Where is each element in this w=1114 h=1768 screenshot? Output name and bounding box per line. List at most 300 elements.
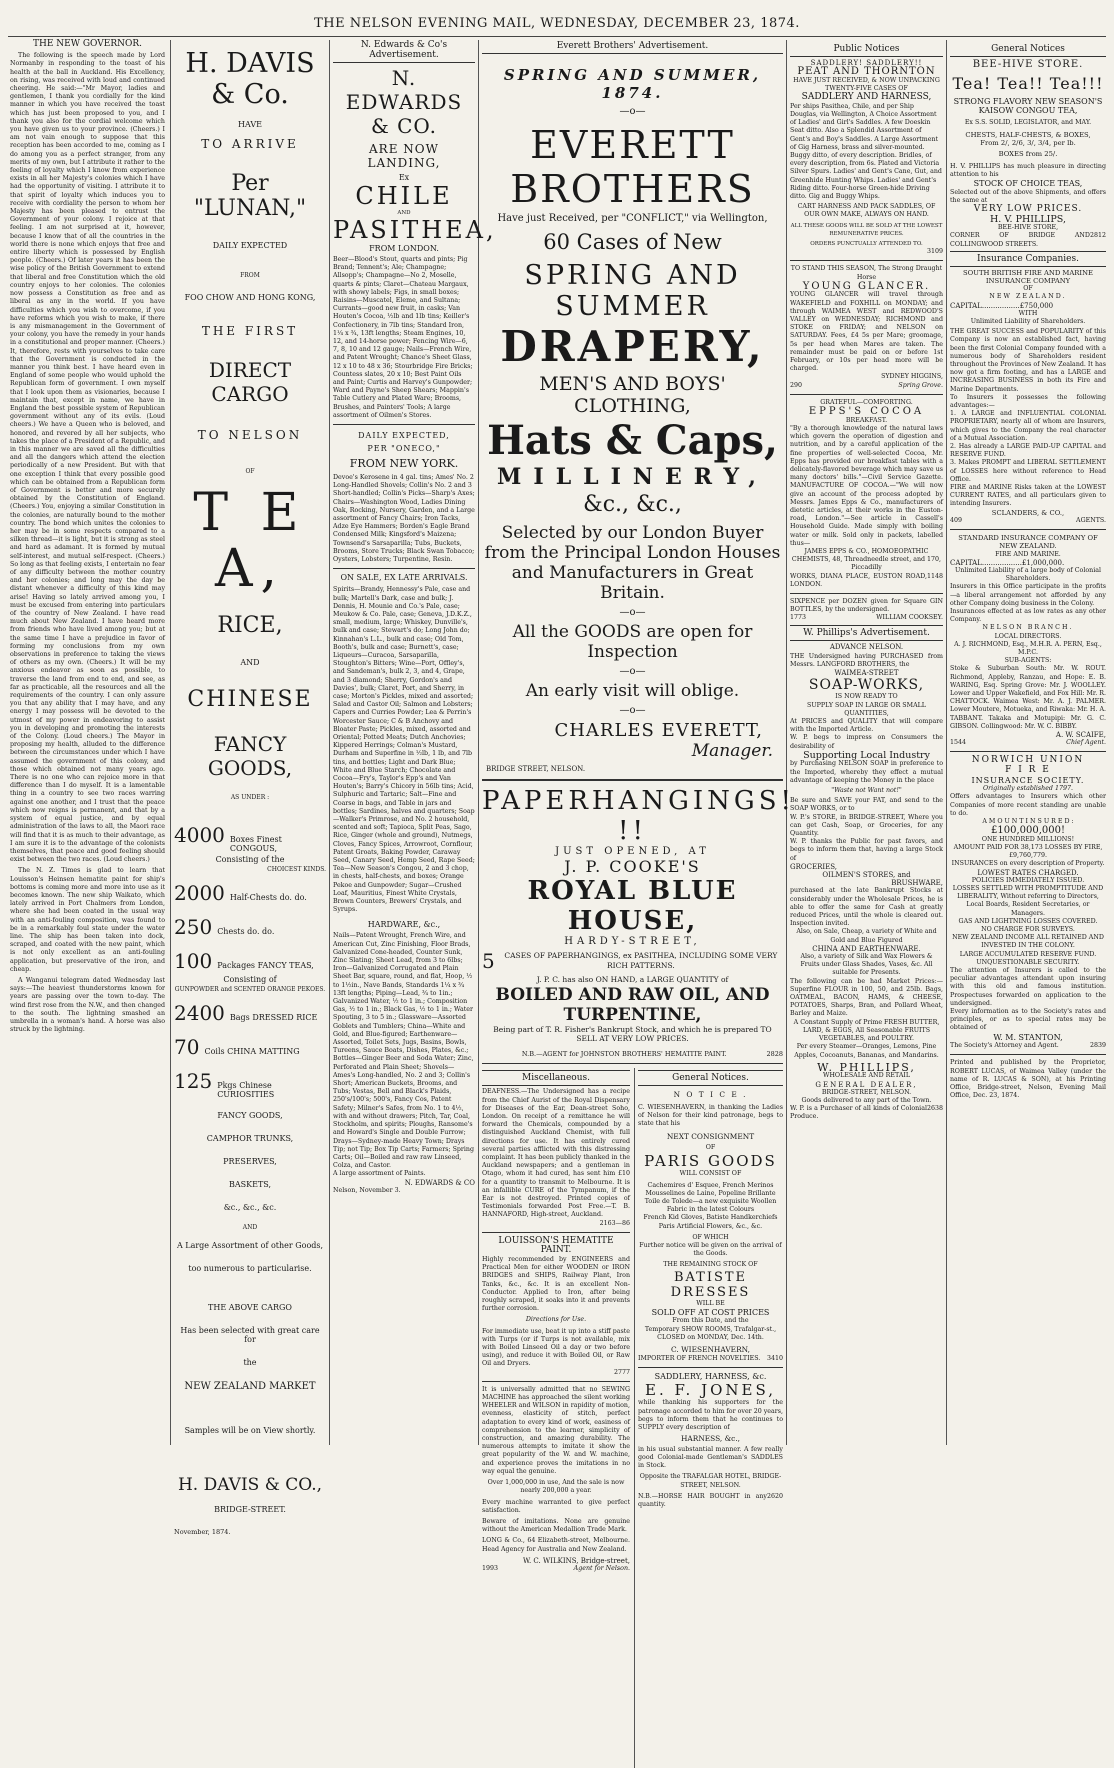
ad-date: November, 1874. (174, 1528, 231, 1536)
ad-number: 2839 (1089, 1042, 1106, 1050)
ad-line: IS NOW READY TO (835, 693, 898, 701)
ad-number: 1148 (926, 572, 943, 580)
ad-item: 2. Has already a LARGE PAID-UP CAPITAL and RESERVE FUND. (950, 443, 1106, 459)
column-everett-advertisement: Everett Brothers' Advertisement. SPRING AND SUMMER, 1874. —o— EVERETT BROTHERS Have just Received, per "CONFLICT," via Wellington, 60 Cases of New SPRING AND SUMMER DRAPERY, MEN'S AND BOYS' CLOTHING, Hats & Caps, MILLINERY, &c., &c., Selected by our London Buyer from the Principal London Houses and Manufacturers in Great Britain. —o— All the GOODS are open for Inspection —o— An early visit will oblige. —o— CHARLES EVERETT, Manager. BRIDGE STREET, NELSON. PAPERHANGINGS! !! JUST OPENED, AT J. P. COOKE'S ROYAL BLUE HOUSE, HARDY-STREET, 5 CASES OF PAPERHANGINGS, ex PASITHEA, INCLUDING SOME VERY RICH PATTERNS. J. P. C. has also ON HAND, a LARGE QUANTITY of BOILED AND RAW OIL, AND TURPENTINE, Being part of T. R. Fisher's Bankrupt Stock, and which he is prepared TO SELL AT VERY LOW PRICES. N.B.—AGENT for JOHNSTON BROTHERS' HEMATITE PAINT. 2828 Miscellaneous. DEAFNESS.—The Undersigned has a recipe from the Chief Aurist of the Royal Dispensary for Diseases of the Ear, Dean-street Soho, London. On receipt of a remittance he will forward the Chemicals, compounded by a distinguished Auckland Chemist, with full directions for use. It has entirely cured several parties afflicted with this distressing complaint. It has been publicly thanked in the Auckland newspapers; and a gentleman in Otago, whom it had cured, has sent him £10 for a quantity to transmit to Melbourne. It is an infallible CURE of the Tympanum, if the Ear is not destroyed. Printed copies of Testimonials forwarded Post Free.—T. B. HANNAFORD, High-street, Auckland. 2163—86 LOUISSON'S HEMATITE PAINT. Highly recommended by ENGINEERS and Practical Men for either WOODEN or IRON BRIDGES and SHIPS, Railway Plant, Iron Tanks, &c., &c. It is an excellent Non-Conductor. Applied to Iron, after being roughly scraped, it soaks into it and prevents further corrosion. Directions for Use. For immediate use, beat it up into a stiff paste with Turps (or if Turps is not available, mix with Boiled Linseed Oil a day or two before using), and reduce it with Boiled Oil, or Raw Oil and Dryers. 2777 It is universally admitted that no SEWING MACHINE has approached the silent working WHEELER and WILSON in rapidity of motion, evenness, elasticity of stitch, perfect adaptation to every kind of work, easiness of comprehension to the learner, simplicity of construction, and amazing durability. The numerous attempts to imitate it show the great popularity of the W. and W. machine, and experience proves the imitations in no way equal the genuine. Over 1,000,000 in use, And the sale is now nearly 200,000 a year. Every machine warranted to give perfect satisfaction. Beware of imitations. None are genuine without the American Medallion Trade Mark. LONG & Co., 64 Elizabeth-street, Melbourne. Head Agency for Australia and New Zealand. W. C. WILKINS, Bridge-street, 1993 Agent for Nelson. General Notices. N O T I C E . C. WIESENHAVERN, in thanking the Ladies of Nelson for their kind patronage, begs to state that his NEXT CONSIGNMENT OF PARIS GOODS WILL CONSIST OF Cachemires d' Esquee, French Merinos Mousselines de Laine, Popeline Brillante Toile de Tolede—a new exquisite Woollen Fabric in the latest Colours French Kid Gloves, Batiste Handkerchiefs Paris Artificial Flowers, &c., &c. OF WHICH Further notice will be given on the arrival of the Goods. THE REMAINING STOCK OF BATISTE DRESSES WILL BE SOLD OFF AT COST PRICES From this Date, and the Temporary SHOW ROOMS, Trafalgar-st., CLOSED on MONDAY, Dec. 14th. C. WIESENHAVERN, IMPORTER OF FRENCH NOVELTIES. 3410 SADDLERY, HARNESS, &c. E. F. JONES, while thanking his supporters for the patronage accorded to him for over 20 years, begs to inform them that he continues to SUPPLY every description of HARNESS, &c., in his usual substantial manner. A few really good Colonial-made Gentleman's SADDLES in Stock. Opposite the TRAFALGAR HOTEL, BRIDGE-STREET, NELSON. N.B.—HORSE HAIR BOUGHT in any quantity. 2620 (482, 40, 783, 1445)
ad-number: 2620 (766, 1492, 783, 1500)
ad-text: Insurers in this Office participate in the profits—a liberal arrangement not afforded by any other Company doing business in the Colony. (950, 583, 1106, 607)
ad-line: OF WHICH (692, 1233, 729, 1241)
stock-item (174, 1035, 326, 1059)
ad-item: 1. A LARGE and INFLUENTIAL COLONIAL PROPRIETARY, nearly all of whom are Insurers, which gives to the Company the real character of a Mutual Association. (950, 410, 1106, 442)
stock-qty: 70 (174, 1035, 200, 1059)
ad-line: SPRING AND SUMMER (524, 260, 741, 322)
ad-item: Mousselines de Laine, Popeline Brillante (645, 1189, 776, 1197)
stock-item (174, 915, 326, 939)
ad-line: Unlimited Liability of Shareholders. (970, 318, 1086, 326)
ad-headline: Tea! Tea!! Tea!!! (952, 73, 1104, 93)
ad-text: THE Undersigned having PURCHASED from Messrs. LANGFORD BROTHERS, the (790, 652, 943, 668)
signer-name: W. PHILLIPS, (817, 1060, 916, 1074)
ad-line: PRESERVES, (223, 1157, 277, 1166)
ad-headline: PAPERHANGINGS! !! (482, 786, 795, 846)
ad-number: 1773 (790, 614, 807, 622)
stock-text: Coils CHINA MATTING (204, 1047, 300, 1056)
ad-text: W. P. begs to impress on Consumers the desirability of (790, 734, 943, 750)
goods-list: Beer—Blood's Stout, quarts and pints; Pig Brand; Tennent's; Ale; Champagne; Allsopp's; Champagne—No 2, Moselle, quarts & pints; Claret—Chateau Margaux, with showy labels; Figs, in small boxes; Raisins—Muscatel, Eleme, and Sultana; Currants—good new fruit, in casks; Van Houten's Cocoa, ½lb and 1lb tins; Keiller's Confectionery, in 7lb tins; Standard Iron, 1¼ x ¾, 13ft lengths; Steam Engines, 10, 12, and 14-horse power; Fencing Wire—6, 7, 8, 10 and 12 gauge; Nails—French Wire, and Patent Wrought; Chance's Sheet Glass, 12 x 10 to 48 x 36; Stourbridge Fire Bricks; Countess slates, 20 x 10; Best Paint Oils and Paint; Curtis and Harvey's Gunpowder; Ward and Payne's Sheep Shears; Mappin's Table Cutlery and Plated Ware; Brooms, Brushes, and Painters' Tools; A large assortment of Oilmen's Stores. (333, 256, 473, 419)
ad-text: W. P.'s STORE, in BRIDGE-STREET, Where you can get Cash, Soap, or Groceries, for any Quantity. (790, 813, 943, 838)
ad-header: Everett Brothers' Advertisement. (482, 40, 783, 54)
ad-line: POLICIES IMMEDIATELY ISSUED. (971, 876, 1085, 884)
ad-number: 3410 (766, 1354, 783, 1362)
ship-name: PASITHEA, (333, 216, 497, 244)
general-notices-column (638, 1068, 783, 1509)
column-rule (329, 40, 330, 1445)
ad-line: CHESTS, HALF-CHESTS, & BOXES, (965, 130, 1091, 139)
ad-line: STOCK OF CHOICE TEAS, (973, 179, 1083, 188)
firm-signature: H. DAVIS & CO., (177, 1475, 323, 1495)
ad-line: Further notice will be given on the arrival of the Goods. (639, 1242, 782, 1258)
ad-line: FANCY GOODS, (217, 1111, 283, 1120)
column-public-notices (790, 40, 943, 1445)
ad-line: J. P. C. has also ON HAND, a LARGE QUANTITY of (536, 975, 729, 984)
section-heading: General Notices (950, 42, 1106, 57)
ad-line: AS UNDER : (230, 794, 270, 801)
ad-line: Over 1,000,000 in use, And the sale is now nearly 200,000 a year. (487, 1479, 625, 1495)
ad-number: 2163—86 (599, 1219, 630, 1227)
ad-line: CAMPHOR TRUNKS, (206, 1134, 294, 1143)
ad-line: CHINA AND EARTHENWARE. (812, 944, 921, 953)
ad-address: BRIDGE STREET, NELSON. (486, 765, 586, 773)
ad-line: the (243, 1358, 257, 1367)
ad-line: WHOLESALE AND RETAIL (822, 1072, 911, 1080)
ad-text: Also, a variety of Silk and Wax Flowers & Fruits under Glass Shades, Vases, &c. All suitable for Presents. (800, 953, 933, 977)
section-heading: Miscellaneous. (482, 1070, 630, 1086)
product-heading: T E A, (193, 483, 307, 599)
ad-line: AND (397, 210, 411, 216)
ad-line: CART HARNESS AND PACK SADDLES, OF OUR OWN MAKE, ALWAYS ON HAND. (797, 203, 936, 219)
ad-text: CASES OF PAPERHANGINGS, ex PASITHEA, INCLUDING SOME VERY RICH PATTERNS. (504, 951, 778, 970)
ad-line: Supporting Local Industry (803, 749, 930, 761)
ad-line: HARNESS, &c., (680, 1434, 741, 1444)
ad-line: THE REMAINING STOCK OF (663, 1261, 758, 1269)
ad-text: SIXPENCE per DOZEN given for Square GIN BOTTLES, by the undersigned. (790, 597, 943, 614)
ad-line: &c., &c., (583, 492, 682, 517)
signer-place: Spring Grove. (898, 381, 943, 389)
ad-line: LONG & Co., 64 Elizabeth-street, Melbourne. Head Agency for Australia and New Zealand. (482, 1537, 630, 1553)
product-heading: MEN'S AND BOYS' CLOTHING, (539, 373, 726, 417)
ad-headline: EPPS'S COCOA (808, 406, 925, 418)
ad-line: ARE NOW LANDING, (367, 142, 441, 170)
stock-qty: 2000 (174, 881, 225, 905)
misc-section (482, 1068, 783, 1768)
ad-text: Insurances effected at as low rates as any other Company. (950, 607, 1106, 624)
section-heading: General Notices. (638, 1070, 783, 1086)
ad-line: UNQUESTIONABLE SECURITY. (976, 958, 1080, 966)
ad-line: TO STAND THIS SEASON, The Strong Draught Horse (790, 265, 943, 281)
masthead: THE NELSON EVENING MAIL, WEDNESDAY, DECEMBER 23, 1874. (314, 16, 800, 31)
ad-line: GENERAL DEALER, (815, 1080, 918, 1089)
ad-text: Offers advantages to Insurers which other Companies of more recent standing are unable to do. (950, 793, 1106, 817)
ad-line: NO CHARGE FOR SURVEYS. (981, 926, 1075, 933)
misc-column (482, 1068, 630, 1573)
ad-item: Paris Artificial Flowers, &c., &c. (658, 1222, 763, 1230)
ad-note: N.B.—HORSE HAIR BOUGHT in any quantity. (638, 1492, 767, 1509)
stock-qty: 4000 (174, 823, 225, 847)
ad-line: VERY LOW PRICES. (973, 204, 1083, 214)
ad-line: ALL THESE GOODS WILL BE SOLD AT THE LOWEST REMUNERATIVE PRICES. (790, 222, 943, 237)
ad-number: 3109 (926, 248, 943, 256)
ad-line: LARGE ACCUMULATED RESERVE FUND. (959, 950, 1097, 958)
firm-name: EVERETT BROTHERS (510, 123, 755, 211)
ad-text: The following can be had Market Prices:—Superfine FLOUR in 100, 50, and 25lb. Bags, OATMEAL, BACON, HAMS, & CHEESE, POTATOES, Sharps, Bran, and Pollard Wheat, Barley and Maize. (790, 977, 943, 1018)
stock-qty: 125 (174, 1069, 213, 1093)
ad-headline: N O T I C E . (673, 1090, 748, 1100)
ad-headline: SADDLERY, HARNESS, &c. (654, 1371, 767, 1381)
ad-line: All the GOODS are open for Inspection (512, 622, 753, 662)
ad-line: GAS AND LIGHTNING LOSSES COVERED. (958, 917, 1098, 925)
article-paragraph: A Wanganui telegram dated Wednesday last says:—The heaviest thunderstorms known for years are passing over the town to-day. The wind first rose from the N.W., and then changed to the south. The lightning smashed an umbrella in a woman's hand. A horse was also struck by the lightning. (10, 976, 165, 1034)
ad-line: Samples will be on View shortly. (184, 1426, 316, 1435)
ad-item: 3. Makes PROMPT and LIBERAL SETTLEMENT of LOSSES here without reference to Head Office. (950, 459, 1106, 483)
ad-line: Every machine warranted to give perfect satisfaction. (482, 1498, 630, 1514)
ad-line: DAILY EXPECTED (212, 241, 288, 250)
ad-headline: F I R E (1005, 764, 1051, 775)
sewing-machine-ad: It is universally admitted that no SEWING MACHINE has approached the silent working WHEELER and WILSON in rapidity of motion, evenness, elasticity of stitch, perfect adaptation to every kind of work, easiness of comprehension to the learner, simplicity of construction, and amazing durability. The numerous attempts to imitate it show the great popularity of the W. and W. machine, and experience proves the imitations in no way equal the genuine. (482, 1385, 630, 1475)
stock-qty: 250 (174, 915, 213, 939)
ad-text: Per every Steamer—Oranges, Lemons, Pine Apples, Cocoanuts, Bananas, and Mandarins. (794, 1043, 939, 1059)
deafness-notice: DEAFNESS.—The Undersigned has a recipe from the Chief Aurist of the Royal Dispensary for Diseases of the Ear, Dean-street Soho, London. On receipt of a remittance he will forward the Chemicals, compounded by a distinguished Auckland Chemist, with full directions for use. It has entirely cured several parties afflicted with this distressing complaint. It has been publicly thanked in the Auckland newspapers; and a gentleman in Otago, whom it had cured, has sent him £10 for a quantity to transmit to Melbourne. It is an infallible CURE of the Tympanum, if the Ear is not destroyed. Printed copies of Testimonials forwarded Post Free.—T. B. HANNAFORD, High-street, Auckland. (482, 1088, 630, 1219)
ad-line: BRIDGE-STREET, NELSON. (821, 1088, 912, 1096)
ad-text: in his usual substantial manner. A few really good Colonial-made Gentleman's SADDLES in Stock. (638, 1445, 783, 1470)
ad-line: WITH (1018, 309, 1038, 317)
ad-line: WILL CONSIST OF (679, 1170, 742, 1178)
stock-text: Pkgs Chinese CURIOSITIES (217, 1081, 275, 1099)
signer-role: Agent for Nelson. (573, 1564, 630, 1572)
ad-line: BRIDGE-STREET. (214, 1505, 286, 1514)
article-paragraph: The N. Z. Times is glad to learn that Louisson's Heinsen hematite paint for ship's bottoms is coming more and more into use as it becomes known. The new ship Waikato, which lately arrived in Port Chalmers from London, where she had been coated in the usual way with an anti-fouling composition, was found to be in a remarkably foul state under the water line. The ship has been taken into dock, scraped, and coated with the new paint, which is not only excellent as an anti-fouling application, but preservative of the iron, and cheap. (10, 867, 165, 973)
signer-role: IMPORTER OF FRENCH NOVELTIES. (638, 1354, 761, 1362)
signer-name: W. M. STANTON, (993, 1032, 1063, 1042)
ad-headline: SPRING AND SUMMER, 1874. (503, 66, 762, 102)
ad-line: FIRE AND MARINE. (995, 550, 1061, 558)
stock-item (174, 1001, 326, 1025)
signer-role: Manager. (691, 741, 773, 761)
ad-line: FROM (240, 272, 260, 279)
section-heading: W. Phillips's Advertisement. (790, 625, 943, 641)
ad-line: Beware of imitations. None are genuine without the American Medallion Trade Mark. (482, 1517, 630, 1534)
ad-item: Fabric in the latest Colours (666, 1206, 755, 1214)
signer-name: SYDNEY HIGGINS, (881, 373, 943, 381)
ad-number: 2638 (926, 1105, 943, 1113)
ad-line: £100,000,000! (991, 825, 1065, 837)
ad-text: purchased at the late Bankrupt Stocks at considerably under the Wholesale Prices, he is able to offer the same for Cash at greatly reduced Prices, until the whole is cleared out. Inspection invited. (790, 887, 943, 928)
ad-line: OILMEN'S STORES, and (822, 871, 911, 880)
ad-line: GROCERIES, (790, 862, 837, 871)
ad-line: CAPITAL.................£750,000 (950, 301, 1054, 310)
ad-text: W. P. thanks the Public for past favors, and begs to inform them that, having a large Stock of (790, 838, 943, 862)
ad-text: YOUNG GLANCER will travel through WAKEFIELD and FOXHILL on MONDAY; and through WAIMEA WEST and REDWOOD'S VALLEY on WEDNESDAY; RICHMOND and STOKE on FRIDAY; and NELSON on SATURDAY. Fees, £4 5s per Mare; groomage, 5s per head when Mares are taken. The remainder must be paid on or before 1st February, or 10s per head more will be charged. (790, 291, 943, 373)
firm-name: N. EDWARDS & CO. (345, 66, 463, 138)
ad-line: GRATEFUL—COMFORTING. (820, 398, 913, 406)
ad-line: NEW ZEALAND MARKET (184, 1381, 316, 1392)
goods-list: Devoe's Kerosene in 4 gal. tins; Ames' No. 2 Long-Handled Shovels; Collin's No. 2 and 3 Short-handled; Collin's Picks—Sharp's Axes; Chairs—Washington Wood, Ladies Dining Oak, Rocking, Nursery, Garden, and a Large assortment of Fancy Chairs; Iron Tacks, Adze Eye Hammers; Borden's Eagle Brand Condensed Milk; Kingsford's Maizena; Townsend's Sarsaparilla; Tubs, Buckets, Brooms, Store Trucks; Black Swan Tobacco; Oysters, Lobsters; Turpentine, Resin. (333, 474, 475, 564)
ad-line: HARDWARE, &c., (367, 920, 441, 930)
ad-line: NEXT CONSIGNMENT (666, 1131, 755, 1141)
product-heading: Hats & Caps, (487, 417, 778, 464)
ad-number: 1544 (950, 739, 967, 747)
ad-line: DIRECT CARGO (208, 358, 292, 406)
ad-text: while thanking his supporters for the patronage accorded to him for over 20 years, begs to inform them that he continues to SUPPLY every description of (638, 1399, 783, 1432)
ad-number: 290 (790, 381, 803, 389)
ad-line: Originally established 1797. (982, 785, 1073, 793)
ad-line: Ex S.S. SOLID, LEGISLATOR, and MAY. (964, 118, 1092, 126)
ad-footer (482, 1050, 783, 1060)
ad-line: Unlimited Liability of a large body of Colonial Shareholders. (955, 566, 1101, 583)
ad-line: OF (245, 468, 255, 475)
ad-headline: STANDARD INSURANCE COMPANY OF NEW ZEALAND. (958, 534, 1098, 551)
ad-number: 2828 (766, 1049, 783, 1058)
ad-text: To Insurers it possesses the following advantages:— (950, 393, 1106, 410)
stock-qty: 2400 (174, 1001, 225, 1025)
ad-text: Selected out of the above Shipments, and offers the same at (950, 188, 1106, 204)
ad-headline: YOUNG GLANCER. (802, 280, 931, 292)
ad-line: FOO CHOW AND HONG KONG, (184, 293, 316, 302)
stock-sub: GUNPOWDER and SCENTED ORANGE PEKOES. (174, 986, 326, 993)
ad-line: Temporary SHOW ROOMS, Trafalgar-st., CLOSED on MONDAY, Dec. 14th. (644, 1325, 777, 1341)
ad-line: A M O U N T I N S U R E D : (982, 817, 1074, 825)
ad-line: An early visit will oblige. (525, 681, 740, 701)
stock-text: Chests do. do. (217, 927, 275, 936)
article-title: THE NEW GOVERNOR. (33, 39, 142, 49)
ad-subheading: Directions for Use. (525, 1316, 587, 1324)
column-governor-speech (10, 40, 165, 1445)
ad-text: THE GREAT SUCCESS and POPULARITY of this Company is now an established fact, having been the first Colonial Company founded with a numerous body of Shareholders resident throughout the Provinces of New Zealand. It has now got a firm footing, and has a LARGE and INCREASING BUSINESS in both its Fire and Marine Departments. (950, 328, 1106, 393)
ad-line: Being part of T. R. Fisher's Bankrupt Stock, and which he is prepared TO SELL AT VERY LOW PRICES. (493, 1024, 772, 1044)
ad-line: LOCAL DIRECTORS. (994, 632, 1062, 640)
ad-line: OF (705, 1144, 716, 1152)
ad-text: Highly recommended by ENGINEERS and Practical Men for either WOODEN or IRON BRIDGES and SHIPS, Railway Plant, Iron Tanks, &c., &c. It is an excellent Non-Conductor. Applied to Iron, after being roughly scraped, it soaks into it and prevents further corrosion. (482, 1256, 630, 1313)
ad-line: THE FIRST (201, 324, 299, 338)
ad-line: BASKETS, (228, 1180, 272, 1189)
ad-line: THE ABOVE CARGO (208, 1303, 292, 1312)
signer-role: The Society's Attorney and Agent. (950, 1042, 1059, 1050)
ad-line: FROM LONDON. (369, 244, 439, 253)
column-rule (478, 40, 479, 1445)
ad-text: Stoke & Suburban South: Mr. W. ROUT. Richmond, Appleby, Ranzau, and Hope: E. B. WARING, Esq. Spring Grove: Mr. J. WOOLLEY. Lower and Upper Wakefield, and Fox Hill: Mr. R. CHATTOCK. Waimea West: Mr. A. J. PALMER. Lower Moutere, Motueka, and Riwaka: Mr. H. A. TABBANT. Takaka and Motupipi: Mr. G. C. GIBSON. Collingwood: Mr. W. C. BIBBY. (950, 665, 1106, 730)
ad-text: Also, on Sale, Cheap, a variety of White and Gold and Blue Figured (796, 928, 937, 944)
ad-line: SOLD OFF AT COST PRICES (651, 1307, 770, 1317)
ad-number: 2812 (1089, 232, 1106, 240)
ad-text: Per ships Pasithea, Chile, and per Ship Douglas, via Wellington, A Choice Assortment of Ladies' and Girl's Saddles. A few Doeskin Seat ditto. Also a Splendid Assortment of Gent's and Boy's Saddles. A Large Assortment of Gig Harness, brass and silver-mounted. Buggy ditto, of every description. Bridles, of every description, from 6s. Plated and Victoria Silver Spurs. Ladies' and Gent's Cane, Gut, and Greenhide Hunting Whips. Ladies' and Gent's Riding ditto. Four-horse Green-hide Driving ditto. Gig and Buggy Whips. (790, 102, 942, 201)
ad-text: A Constant Supply of Prime FRESH BUTTER, LARD, & EGGS, All Seasonable FRUITS VEGETABLES, and POULTRY. (793, 1018, 940, 1043)
product-heading: MILLINERY, (497, 464, 768, 490)
firm-name: H. DAVIS & Co. (185, 48, 315, 110)
stock-text: Boxes Finest CONGOUS, (229, 835, 282, 853)
ad-line: HAVE JUST RECEIVED, & NOW UNPACKING TWENTY-FIVE CASES OF (793, 76, 940, 92)
ad-item: Toile de Tolede—a new exquisite Woollen (644, 1197, 777, 1205)
ad-text: For immediate use, beat it up into a stiff paste with Turps (or if Turps is not available, mix with Boiled Linseed Oil a day or two before using), and reduce it with Boiled Oil, or Raw Oil and Dryers. (482, 1327, 630, 1368)
ad-headline: BATISTE DRESSES (670, 1269, 751, 1300)
ad-number: 5 (482, 949, 495, 973)
ad-line: 60 Cases of New (543, 230, 722, 254)
ad-line: ORDERS PUNCTUALLY ATTENDED TO. (810, 241, 923, 248)
firm-name: E. F. JONES, (645, 1381, 776, 1400)
ad-line: DAILY EXPECTED, (358, 431, 450, 441)
column-rule (786, 40, 787, 1445)
signer-name: A. W. SCAIFE, (1055, 730, 1106, 739)
product-heading: DRAPERY, (500, 322, 765, 371)
ad-line: INSURANCES on every description of Property. (951, 860, 1105, 868)
ad-line: BRUSHWARE, (891, 879, 943, 888)
ship-name: CHILE (355, 182, 453, 210)
ad-headline: SADDLERY! SADDLERY!! (810, 59, 923, 67)
article-paragraph: The following is the speech made by Lord Normanby in responding to the toast of his health at the ball in Auckland. His Excellency, on rising, was received with loud and continued cheering. He said:—"Mr Mayor, ladies and gentlemen, I thank you cordially for the kind manner in which you have received the toast which has just been proposed to you, and I thank you also for the cordial welcome which you have given us to your province. (Cheers.) I am not vain enough to suppose that this reception has been accorded to me, coming as I do among you as a perfect stranger, from any merits of my own, but I attribute it rather to the feeling of loyalty which I know from experience exists in all her Majesty's colonies which I have had the opportunity of visiting. I attribute it to that spirit of loyalty which induces you to receive with cordiality the person to whom her Majesty has been pleased to entrust the Government of your colony. I rejoice at that feeling. I am not surprised at it, however, because I know that of all the countries in the world there is none which enjoys that free and entire liberty which is possessed by English people. (Cheers.) Of later years it has been the wise policy of the British Government to extend that liberal and free Constitution which the old country enjoys to her colonies. The colonies now possess a Constitution as free and as liberal as any in the world. If you have difficulties which you wish to overcome, if you have reforms which you wish to make, if there is any mismanagement in the Government of your colony, you have the remedy in your hands in a constitutional and proper manner. (Cheers.) It, therefore, rests with yourselves to take care that the Government is conducted in the manner you think best. I have heard even in England of some people who would uphold the Republican form of government. I own myself that I look upon them as visionaries, because I maintain that, except in name, we have in England the best possible system of Republican government without any of its evils. (Loud cheers.) We have a Queen who is beloved, and honored, and revered by all her subjects, who takes the place of a President of a Republic, and in this manner we are saved all the difficulties and all the dangers which attend the election periodically of a new President. But with that one exception I think that every possible good which can be obtained from a Republican form of Government is better and more securely obtained by the Constitution of England. (Cheers.) You, enjoying a similar Constitution in the colonies, are naturally bound to the mother country. The bond which unites the colonies to her may be in some respects compared to a silken thread—it is light, but it is strong as steel and hard as adamant. It is formed by mutual self-interest, and mutual self-respect. (Cheers.) So long as that feeling exists, I entertain no fear of any difficulty between the mother country and her colonies; and long may the day be distant whenever a difficulty of this kind may arise! Having so lately arrived among you, I must be excused from entering into particulars of the country of New Zealand. I have read much about New Zealand. I have heard more from friends who have lived among you; but at the same time I have a prejudice in favor of forming my conclusions from my own observations in preference to taking the views of others as my own. (Cheers.) It will be my anxious endeavor as soon as possible, to traverse the land from end to end, and see, as far as practicable, all the resources and all the requirements of the country. I can only assure you that any ability that I may have, and any energy I may possess will be devoted to the utmost of my power in endeavoring to assist you in developing and promoting the interests of the Colony. (Loud cheers.) The Mayor in proposing my health, alluded to the difference between the circumstances under which I have assumed the government of this colony, and those which obtained not many years ago. There is no one who can rejoice more in that difference than I do myself. It is a lamentable thing in a country to see two races warring against one another, and I trust that the peace which now reigns is permanent, and that by a system of equal justice, and by equal administration of the laws to all, the Maori race will find that it is as much to their advantage, as I am sure it is to the advantage of the colonists themselves, that peace and good feeling should exist between the two races. (Loud cheers.) (10, 52, 165, 864)
ship-name: Per "LUNAN," (193, 171, 307, 221)
ad-line: BOILED AND RAW OIL, AND TURPENTINE, (495, 984, 770, 1025)
ad-line: HARDY-STREET, (564, 936, 701, 947)
ad-text: A. J. RICHMOND, Esq., M.H.R. A. PERN, Esq., M.P.C. (954, 640, 1102, 656)
firm-name: ROYAL BLUE HOUSE, (527, 876, 738, 936)
ad-text: At PRICES and QUALITY that will compare with the Imported Article. (790, 717, 943, 734)
ad-text: by Purchasing NELSON SOAP in preference to the Imported, whereby they effect a mutual advantage of keeping the Money in the place (790, 760, 943, 784)
ad-line: BOXES from 25/. (998, 150, 1058, 159)
ad-line: NELSON BRANCH. (982, 624, 1074, 632)
ad-number: 409 (950, 516, 963, 524)
ad-line: HAVE (238, 120, 262, 129)
ad-line: A large assortment of Paints. (333, 1170, 426, 1178)
ad-headline: INSURANCE SOCIETY. (971, 775, 1085, 785)
ad-text: The attention of Insurers is called to the peculiar advantages attendant upon insuring with this old and famous institution. Prospectuses forwarded on application to the undersigned. (950, 967, 1106, 1007)
ad-line: SADDLERY AND HARNESS, (801, 92, 932, 103)
signer-name: WILLIAM COOKSEY. (876, 614, 943, 622)
ad-line: TO NELSON (197, 428, 303, 442)
section-heading: Insurance Companies. (950, 251, 1106, 267)
ad-line: A Large Assortment of other Goods, (176, 1241, 324, 1250)
ad-line: Opposite the TRAFALGAR HOTEL, BRIDGE-STREET, NELSON. (639, 1473, 782, 1489)
ad-text: Every information as to the Society's rates and principles, or as to special rates may be obtained of (950, 1008, 1106, 1032)
product-heading: RICE, (217, 613, 283, 638)
ad-line: SUPPLY SOAP IN LARGE OR SMALL QUANTITIES, (807, 701, 926, 717)
masthead-rule (8, 36, 1106, 37)
ad-number: 2777 (613, 1368, 630, 1376)
ad-headline: SOAP-WORKS, (808, 677, 925, 694)
ad-number: 1993 (482, 1564, 499, 1572)
product-heading: CHINESE (187, 687, 313, 712)
ad-headline: BEE-HIVE STORE. (972, 59, 1084, 70)
ad-headline: PARIS GOODS (644, 1152, 777, 1171)
ad-line: &c., &c., &c. (223, 1203, 277, 1212)
column-general-notices (950, 40, 1106, 1445)
stock-list (174, 823, 326, 1099)
ad-line: AND (240, 658, 260, 667)
ad-line: ADVANCE NELSON. (829, 642, 904, 651)
ad-line (482, 949, 783, 973)
ad-line: From 2/, 2/6, 3/, 3/4, per lb. (980, 139, 1076, 148)
stock-item (174, 949, 326, 993)
ad-line: AND (242, 1224, 258, 1231)
signer-name: SCLANDERS, & CO., (991, 508, 1065, 517)
firm-signature: N. EDWARDS & CO (404, 1178, 475, 1187)
ad-item: Cachemires d' Esquee, French Merinos (647, 1181, 774, 1189)
ad-line: BREAKFAST. (845, 416, 888, 424)
stock-text: Bags DRESSED RICE (229, 1013, 318, 1022)
ad-line: LOSSES SETTLED WITH PROMPTITUDE AND LIBERALITY, Without referring to Directors, Local Boards, Resident Secretaries, or Managers. (952, 884, 1104, 917)
signer-role: Chief Agent. (1066, 739, 1106, 747)
ad-line: Has been selected with great care for (180, 1326, 320, 1344)
stock-qty: 100 (174, 949, 213, 973)
ad-date: Nelson, November 3. (333, 1186, 401, 1194)
ad-line: ON SALE, EX LATE ARRIVALS. (340, 573, 468, 583)
ad-text: W. P. is a Purchaser of all kinds of Colonial Produce. (790, 1105, 927, 1121)
ad-line: too numerous to particularise. (188, 1264, 312, 1273)
goods-list: Spirits—Brandy, Hennessy's Pale, case and bulk; Martell's Dark, case and bulk; J. Dennis, H. Mounie and Co.'s Pale, case; Meukow & Co. Pale, case; Geneva, J.D.K.Z., small, medium, large; Whiskey, Dunville's, bulk and case; Stewart's do; Long John do; Kinnahan's L.L., bulk and case; Old Tom, Booth's, bulk and case; Burnett's, case; Liqueurs—Curacoa, Sarsaparilla, Stoughton's Bitters; Wine—Port, Offley's, and Sandeman's, bulk 2, 3, and 4, Grape, and 3 diamond; Sherry, Gordon's and Davies', bulk; Claret, Port, and Sherry, in case; Morton's Pickles, mixed and assorted; Salad and Castor Oil; Salmon and Lobsters; Capers and Curries Powder; Lea & Perrin's Worcester Sauce; C & B Anchovy and Bloater Paste; Pickles, mixed, assorted and Oriental; Potted Meats; Dutch Anchovies; Kippered Herrings; Colman's Mustard, Durham and Superfine in ½lb, 1 lb, and 7lb tins, and bottles; Light and Dark Blue; White and Blue Starch; Chocolate and Cocoa—Fry's, Taylor's Epp's and Van Houten's; Barry's Chicory in 56lb tins; Acid, Sulphuric and Tartaric; Salt—Fine and Coarse in bags, and Table in jars and bottles; Sardines, halves and quarters; Soap—Walker's Primrose, and No. 2 household, scented and soft; Tapioca, Split Peas, Sago, Rice, Ginger (whole and ground), Nutmegs, Cloves, Fancy Spices, Arrowroot, Cornflour, Patent Groats, Baking Powder, Caraway Seed, Canary Seed, Hemp Seed, Rape Seed; Tea—New Season's Congou, 2 and 3 chop, in chests, half-chests, and boxes; Orange Pekoe and Gunpowder; Sugar—Crushed Loaf, Mauritius, Finest White Crystals, Brown Counters, Brewers' Crystals, and Syrups. (333, 586, 475, 914)
ad-item: French Kid Gloves, Batiste Handkerchiefs (643, 1214, 778, 1222)
ad-line: BEE-HIVE STORE, (997, 224, 1059, 232)
column-rule (946, 40, 947, 1445)
ad-line: JUST OPENED, AT (555, 846, 710, 857)
ad-line: STRONG FLAVORY NEW SEASON'S (953, 96, 1103, 106)
signer-name: CHARLES EVERETT, (554, 720, 763, 741)
ad-line: WILL BE (696, 1299, 725, 1307)
ad-line: ONE HUNDRED MILLIONS! (981, 835, 1075, 843)
signer-name: H. V. PHILLIPS, (990, 213, 1066, 225)
ad-text: FIRE and MARINE Risks taken at the LOWEST CURRENT RATES, and all particulars given to intending Insurers. (950, 484, 1106, 508)
ad-text: C. WIESENHAVERN, in thanking the Ladies of Nelson for their kind patronage, begs to state that his (638, 1103, 783, 1128)
ad-line: KAISOW CONGOU TEA, (978, 106, 1078, 116)
ad-line: AMOUNT PAID FOR 38,173 LOSSES BY FIRE, £9,760,779. (953, 843, 1103, 860)
ad-line: WORKS, DIANA PLACE, EUSTON ROAD, LONDON. (790, 572, 927, 588)
goods-list: Nails—Patent Wrought, French Wire, and American Cut, Zinc Finishing, Floor Brads, Galvanized Cone-headed, Counter Sunk, Zinc Slating; Sheet Lead, from 3 to 6lbs; Iron—Galvanized Corrugated and Plain Sheet Bar, square, round, and flat, Hoop, ½ to 1½in., Nave Bands, Standards 1¼ x ¾ 13ft lengths; Piping—Lead, ¾ to 1in.; Galvanized Water, ½ to 1 in.; Composition Gas, ½ to 1 in.; Black Gas, ½ to 1 in.; Water Spouting, 3 to 5 in.; Glassware—Assorted Goblets and Tumblers; China—White and Gold, and Blue-figured; Earthenware—Assorted, Toilet Sets, Jugs, Basins, Bowls, Tureens, Sauce Boats, Dishes, Plates, &c.; Bottles—Ginger Beer and Soda Water; Zinc, Perforated and Plain Sheet; Shovels—Ames's Long-handled, No. 2 and 3; Collin's Short; American Buckets, Brooms, and Tubs; Vestas, Bell and Black's Plaids, 250's/100's; 500's, Fancy Cos, Patent Safety; Milner's Safes, from No. 1 to 4½, with and without drawers; Pitch, Tar, Coal, Stockholm, and spirits; Ploughs, Ransome's and Howard's Single and Double Furrow; Drays—Sydney-made Heavy Town; Drays Tip; not Tip; Box Tip Carts; Farmers; Spring Carts; Oil—Boiled and raw raw Linseed, Colza, and Castor. (333, 932, 475, 1170)
signer-name: C. WIESENHAVERN, (671, 1345, 750, 1355)
ad-line: TO ARRIVE (201, 137, 299, 151)
ad-line: FROM NEW YORK. (349, 457, 459, 471)
stock-text: Packages FANCY TEAS, (217, 961, 314, 970)
stock-sub: Consisting of the (215, 855, 285, 864)
ad-text: H. V. PHILLIPS has much pleasure in directing attention to his (950, 162, 1106, 178)
section-heading: Public Notices (790, 42, 943, 57)
column-edwards-advertisement (333, 40, 497, 1445)
ad-line: Have just Received, per "CONFLICT," via Wellington, (497, 213, 768, 224)
ad-note: N.B.—AGENT for JOHNSTON BROTHERS' HEMATITE PAINT. (521, 1049, 727, 1058)
signer-role: AGENTS. (1076, 516, 1106, 524)
column-davis-advertisement (174, 40, 326, 1536)
stock-item (174, 823, 326, 873)
ad-line: WAIMEA-STREET (834, 669, 899, 678)
ad-line: CAPITAL..................£1,000,000. (950, 558, 1065, 567)
ad-line: Goods delivered to any part of the Town. (801, 1096, 932, 1104)
ad-text: Be sure and SAVE your FAT, and send to the SOAP WORKS, or to (790, 797, 943, 813)
stock-text: Half-Chests do. do. (229, 893, 307, 902)
stock-sub: CHOICEST KINDS. (267, 866, 326, 873)
ad-headline: LOUISSON'S HEMATITE PAINT. (498, 1235, 614, 1256)
ad-line: CORNER OF BRIDGE AND COLLINGWOOD STREETS. (950, 232, 1090, 248)
column-rule (170, 40, 171, 1445)
ad-line: NEW ZEALAND INCOME ALL RETAINED AND INVESTED IN THE COLONY. (952, 934, 1104, 950)
ad-line: OF (1023, 285, 1033, 293)
firm-name: J. P. COOKE'S (564, 857, 701, 876)
ad-line: NEW ZEALAND. (989, 293, 1067, 301)
ad-line: From this Date, and the (672, 1317, 749, 1325)
stock-item (174, 881, 326, 905)
ad-text: "By a thorough knowledge of the natural laws which govern the operation of digestion and nutrition, and by a careful application of the fine properties of well-selected Cocoa, Mr. Epps has provided our breakfast tables with a delicately-flavored beverage which may save us many doctors' bills."—Civil Service Gazette. MANUFACTURE OF COCOA.—"We will now give an account of the process adopted by Messrs. James Epps & Co., manufacturers of dietetic articles, at their works in the Euston-road, London."—See article in Cassell's Household Guide. Made simply with boiling water or milk. Sold only in packets, labelled thus— (790, 424, 943, 547)
ad-headline: SOUTH BRITISH FIRE AND MARINE INSURANCE COMPANY (962, 268, 1094, 285)
ad-line: SUB-AGENTS: (1004, 657, 1052, 665)
ad-line: Ex (398, 173, 410, 182)
ad-line: PER "ONECO," (367, 444, 441, 454)
ad-headline: NORWICH UNION (971, 755, 1085, 766)
ad-header: N. Edwards & Co's Advertisement. (333, 40, 475, 63)
ad-line: "Waste not Want not!" (831, 787, 902, 794)
ad-line: JAMES EPPS & CO., HOMOEOPATHIC CHEMISTS, 48, Threadneedle street, and 170, Piccadilly (791, 547, 942, 572)
product-heading: FANCY GOODS, (207, 732, 293, 780)
